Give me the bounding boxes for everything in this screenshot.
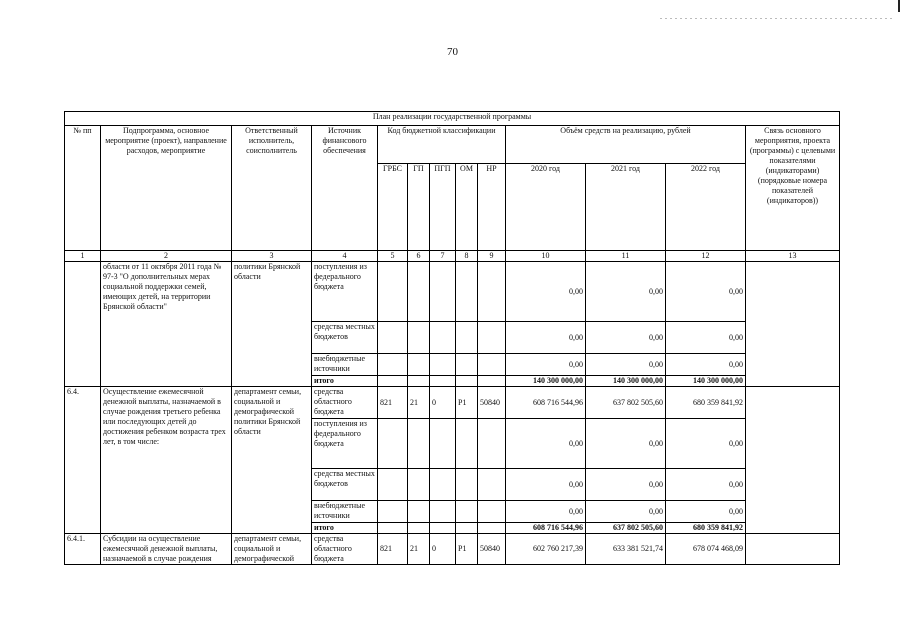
- source-cell: поступления из федерального бюджета: [312, 419, 378, 469]
- total-2021: 637 802 505,60: [586, 523, 666, 534]
- measure-name: области от 11 октября 2011 года № 97-3 "О дополнительных мерах социальной поддержки семей, имеющих детей, на территории Брянской области": [101, 262, 232, 387]
- source-cell: итого: [312, 523, 378, 534]
- value-2022: 0,00: [666, 469, 746, 501]
- page-number: 70: [447, 46, 458, 58]
- code-gp: 21: [408, 534, 430, 565]
- value-2021: 0,00: [586, 354, 666, 376]
- value-2021: 0,00: [586, 262, 666, 322]
- value-2021: 0,00: [586, 469, 666, 501]
- code-om: P1: [456, 534, 478, 565]
- value-2021: 633 381 521,74: [586, 534, 666, 565]
- value-2022: 678 074 468,09: [666, 534, 746, 565]
- plan-table: [64, 111, 840, 565]
- row-number: 6.4.: [65, 387, 101, 534]
- value-2021: 0,00: [586, 322, 666, 354]
- header-link: Связь основного мероприятия, проекта (программы) с целевыми показателями (индикаторами) (порядковые номера показателей (индикаторов)): [746, 126, 840, 251]
- col-number: 6: [408, 251, 430, 262]
- value-2020: 0,00: [506, 322, 586, 354]
- col-number: 9: [478, 251, 506, 262]
- source-cell: итого: [312, 376, 378, 387]
- header-2021: 2021 год: [586, 164, 666, 251]
- value-2020: 602 760 217,39: [506, 534, 586, 565]
- row-no-empty: [65, 262, 101, 387]
- code-grbs: 821: [378, 534, 408, 565]
- table-row: [65, 534, 840, 565]
- value-2022: 0,00: [666, 262, 746, 322]
- table-row: [65, 262, 840, 322]
- code-np: 50840: [478, 387, 506, 419]
- measure-name: Субсидии на осуществление ежемесячной денежной выплаты, назначаемой в случае рождения: [101, 534, 232, 565]
- code-pgp: 0: [430, 534, 456, 565]
- total-2022: 680 359 841,92: [666, 523, 746, 534]
- col-number: 8: [456, 251, 478, 262]
- total-2020: 140 300 000,00: [506, 376, 586, 387]
- scan-edge-mark: [898, 0, 900, 12]
- source-cell: средства областного бюджета: [312, 534, 378, 565]
- row-number: 6.4.1.: [65, 534, 101, 565]
- col-number: 7: [430, 251, 456, 262]
- header-om: ОМ: [456, 164, 478, 251]
- value-2022: 0,00: [666, 501, 746, 523]
- code-pgp: 0: [430, 387, 456, 419]
- code-om: P1: [456, 387, 478, 419]
- source-cell: поступления из федерального бюджета: [312, 262, 378, 322]
- header-volume: Объём средств на реализацию, рублей: [506, 126, 746, 164]
- code-np: 50840: [478, 534, 506, 565]
- scan-noise-line: [660, 18, 892, 19]
- column-number-row: [65, 251, 840, 262]
- value-2022: 680 359 841,92: [666, 387, 746, 419]
- value-2020: 0,00: [506, 419, 586, 469]
- link-cell: [746, 387, 840, 534]
- header-gp: ГП: [408, 164, 430, 251]
- value-2020: 0,00: [506, 354, 586, 376]
- measure-executor: политики Брянской области: [232, 262, 312, 387]
- source-cell: внебюджетные источники: [312, 354, 378, 376]
- value-2020: 0,00: [506, 501, 586, 523]
- header-2020: 2020 год: [506, 164, 586, 251]
- source-cell: средства местных бюджетов: [312, 469, 378, 501]
- col-number: 2: [101, 251, 232, 262]
- col-number: 10: [506, 251, 586, 262]
- header-no: № пп: [65, 126, 101, 251]
- value-2022: 0,00: [666, 419, 746, 469]
- value-2022: 0,00: [666, 354, 746, 376]
- total-2020: 608 716 544,96: [506, 523, 586, 534]
- value-2021: 0,00: [586, 501, 666, 523]
- code-gp: 21: [408, 387, 430, 419]
- col-number: 3: [232, 251, 312, 262]
- col-number: 5: [378, 251, 408, 262]
- value-2021: 637 802 505,60: [586, 387, 666, 419]
- header-2022: 2022 год: [666, 164, 746, 251]
- measure-executor: департамент семьи, социальной и демографической: [232, 534, 312, 565]
- source-cell: внебюджетные источники: [312, 501, 378, 523]
- header-pgp: ПГП: [430, 164, 456, 251]
- value-2020: 0,00: [506, 469, 586, 501]
- link-cell: [746, 262, 840, 387]
- col-number: 13: [746, 251, 840, 262]
- value-2020: 608 716 544,96: [506, 387, 586, 419]
- col-number: 12: [666, 251, 746, 262]
- measure-name: Осуществление ежемесячной денежной выплаты, назначаемой в случае рождения третьего ребенка или последующих детей до достижения ребенком возраста трех лет, в том числе:: [101, 387, 232, 534]
- source-cell: средства областного бюджета: [312, 387, 378, 419]
- col-number: 11: [586, 251, 666, 262]
- header-grbs: ГРБС: [378, 164, 408, 251]
- total-2022: 140 300 000,00: [666, 376, 746, 387]
- total-2021: 140 300 000,00: [586, 376, 666, 387]
- code-grbs: 821: [378, 387, 408, 419]
- col-number: 4: [312, 251, 378, 262]
- header-source: Источник финансового обеспечения: [312, 126, 378, 251]
- value-2022: 0,00: [666, 322, 746, 354]
- header-kbk: Код бюджетной классификации: [378, 126, 506, 164]
- value-2020: 0,00: [506, 262, 586, 322]
- col-number: 1: [65, 251, 101, 262]
- header-np: НР: [478, 164, 506, 251]
- link-cell: [746, 534, 840, 565]
- table-title: План реализации государственной программы: [65, 112, 840, 126]
- source-cell: средства местных бюджетов: [312, 322, 378, 354]
- measure-executor: департамент семьи, социальной и демографической политики Брянской области: [232, 387, 312, 534]
- table-row: [65, 387, 840, 419]
- value-2021: 0,00: [586, 419, 666, 469]
- header-executor: Ответственный исполнитель, соисполнитель: [232, 126, 312, 251]
- header-subprogram: Подпрограмма, основное мероприятие (проект), направление расходов, мероприятие: [101, 126, 232, 251]
